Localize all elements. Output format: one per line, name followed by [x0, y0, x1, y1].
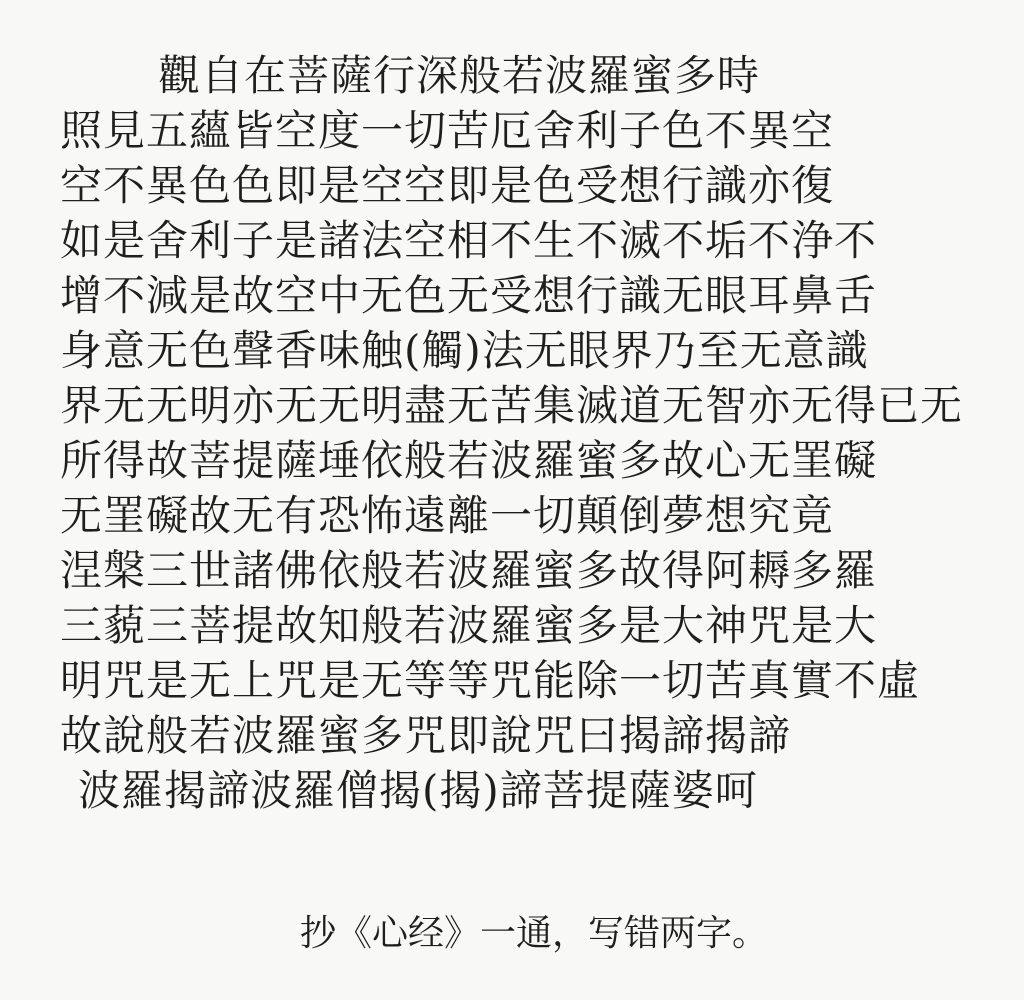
- text-line-10: 涅槃三世諸佛依般若波羅蜜多故得阿耨多羅: [60, 546, 878, 595]
- text-line-4: 如是舍利子是諸法空相不生不滅不垢不浄不: [60, 216, 878, 265]
- text-line-3: 空不異色色即是空空即是色受想行識亦復: [60, 161, 835, 210]
- text-line-5: 增不減是故空中无色无受想行識无眼耳鼻舌: [60, 271, 878, 320]
- text-line-6: 身意无色聲香味触(觸)法无眼界乃至无意識: [60, 326, 869, 375]
- text-line-8: 所得故菩提薩埵依般若波羅蜜多故心无罣礙: [60, 436, 878, 485]
- text-line-9: 无罣礙故无有恐怖遠離一切顛倒夢想究竟: [60, 491, 835, 540]
- text-line-12: 明咒是无上咒是无等等咒能除一切苦真實不虛: [60, 656, 921, 705]
- text-line-2: 照見五蘊皆空度一切苦厄舍利子色不異空: [60, 106, 835, 155]
- text-line-1: 觀自在菩薩行深般若波羅蜜多時: [158, 51, 761, 100]
- text-line-7: 界无无明亦无无明盡无苦集滅道无智亦无得已无: [60, 381, 964, 430]
- text-line-11: 三藐三菩提故知般若波羅蜜多是大神咒是大: [60, 601, 878, 650]
- transcription-note: 抄《心经》一通，写错两字。: [300, 913, 769, 954]
- text-line-13: 故說般若波羅蜜多咒即說咒曰揭諦揭諦: [60, 711, 792, 760]
- text-line-14: 波羅揭諦波羅僧揭(揭)諦菩提薩婆呵: [78, 766, 758, 815]
- heart-sutra-text: [60, 48, 980, 818]
